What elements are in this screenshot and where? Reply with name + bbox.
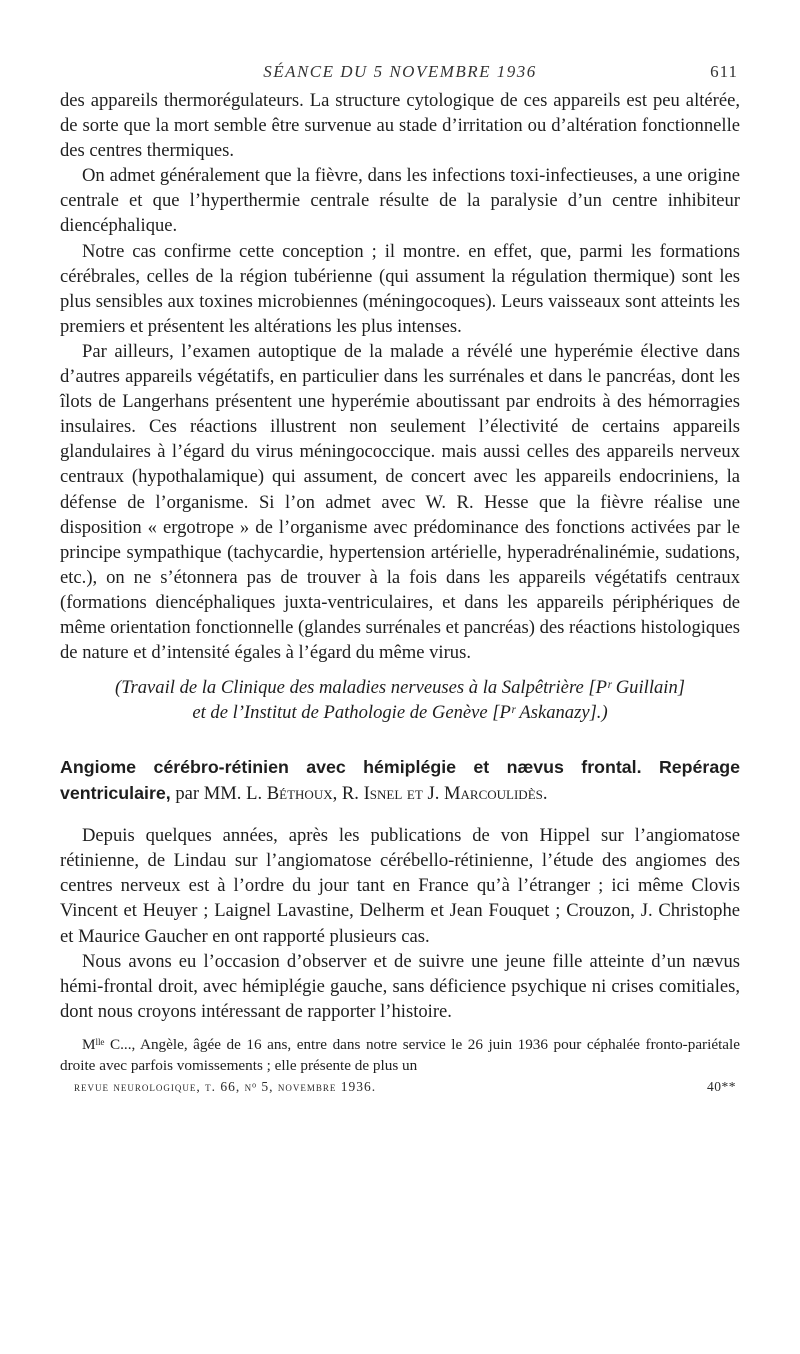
journal-citation: revue neurologique, t. 66, nᵒ 5, novembre 1936.	[74, 1078, 377, 1094]
body-paragraph: Notre cas confirme cette conception ; il montre. en effet, que, parmi les formations cérébrales, celles de la région tubérienne (qui assument la régulation thermique) sont les plus sensibles aux toxines microbiennes (méningocoques). Leurs vaisseaux sont atteints les premiers et présentent les altérations les plus intenses.	[60, 240, 740, 337]
body-paragraph: On admet généralement que la fièvre, dans les infections toxi-infectieuses, a une origine centrale et que l’hyperthermie centrale résulte de la paralysie d’un centre inhibiteur diencéphalique.	[60, 165, 740, 237]
article-body	[60, 823, 740, 1024]
page-number: 611	[710, 62, 738, 81]
article-authors: L. Béthoux, R. Isnel et J. Marcoulidès.	[246, 782, 548, 804]
case-note: Mˡˡᵉ C..., Angèle, âgée de 16 ans, entre dans notre service le 26 juin 1936 pour céphalée fronto-pariétale droite avec parfois vomissements ; elle présente de plus un	[60, 1035, 740, 1074]
credit-line: et de l’Institut de Pathologie de Genève [Pʳ Askanazy].)	[192, 702, 608, 724]
article-title: Angiome cérébro-rétinien avec hémiplégie et nævus frontal. Repérage ventriculaire,	[60, 757, 740, 803]
running-header	[60, 62, 740, 88]
signature-mark: 40**	[707, 1078, 736, 1094]
page-footer	[60, 1079, 740, 1099]
body-paragraph: Depuis quelques années, après les publications de von Hippel sur l’angiomatose rétinienne, de Lindau sur l’angiomatose cérébello-rétinienne, l’étude des angiomes des centres nerveux est à l’ordre du jour tant en France qu’à l’étranger ; ici même Clovis Vincent et Heuyer ; Laignel Lavastine, Delherm et Jean Fouquet ; Crouzon, J. Christophe et Maurice Gaucher en ont rapporté plusieurs cas.	[60, 825, 740, 947]
body-paragraph: Par ailleurs, l’examen autoptique de la malade a révélé une hyperémie élective dans d’autres appareils végétatifs, en particulier dans les surrénales et dans le pancréas, dont les îlots de Langerhans présentent une hyperémie aboutissant par endroits à des hémorragies insulaires. Ces réactions illustrent non seulement l’électivité de certains appareils glandulaires à l’égard du virus méningococcique. mais aussi celles des appareils nerveux centraux (hypothalamique) qui assument, de concert avec les appareils endocriniens, la défense de l’organisme. Si l’on admet avec W. R. Hesse que la fièvre réalise une disposition « ergotrope » de l’organisme avec prédominance des fonctions activées par le principe sympathique (tachycardie, hypertension artérielle, hyperadrénalinémie, sudations, etc.), on ne s’étonnera pas de trouver à la fois dans les appareils végétatifs centraux (formations diencéphaliques juxta-ventriculaires, et dans les appareils périphériques de même orientation fonctionnelle (glandes surrénales et pancréas) des réactions histologiques de nature et d’intensité égales à l’égard du même virus.	[60, 340, 740, 664]
affiliation-credit	[60, 675, 740, 725]
article-by: par MM.	[170, 782, 247, 804]
body-paragraph: Nous avons eu l’occasion d’observer et de suivre une jeune fille atteinte d’un nævus hémi-frontal droit, avec hémiplégie gauche, sans déficience psychique ni crises comitiales, dont nous croyons intéressant de rapporter l’histoire.	[60, 950, 740, 1022]
document-page	[60, 62, 740, 1099]
running-title: SÉANCE DU 5 NOVEMBRE 1936	[263, 62, 537, 81]
body-paragraph-continued: des appareils thermorégulateurs. La structure cytologique de ces appareils est peu altérée, de sorte que la mort semble être survenue au stade d’irritation ou d’altération fonctionnelle des centres thermiques.	[60, 90, 740, 162]
credit-line: (Travail de la Clinique des maladies nerveuses à la Salpêtrière [Pʳ Guillain]	[115, 677, 685, 699]
article-heading	[60, 755, 740, 806]
